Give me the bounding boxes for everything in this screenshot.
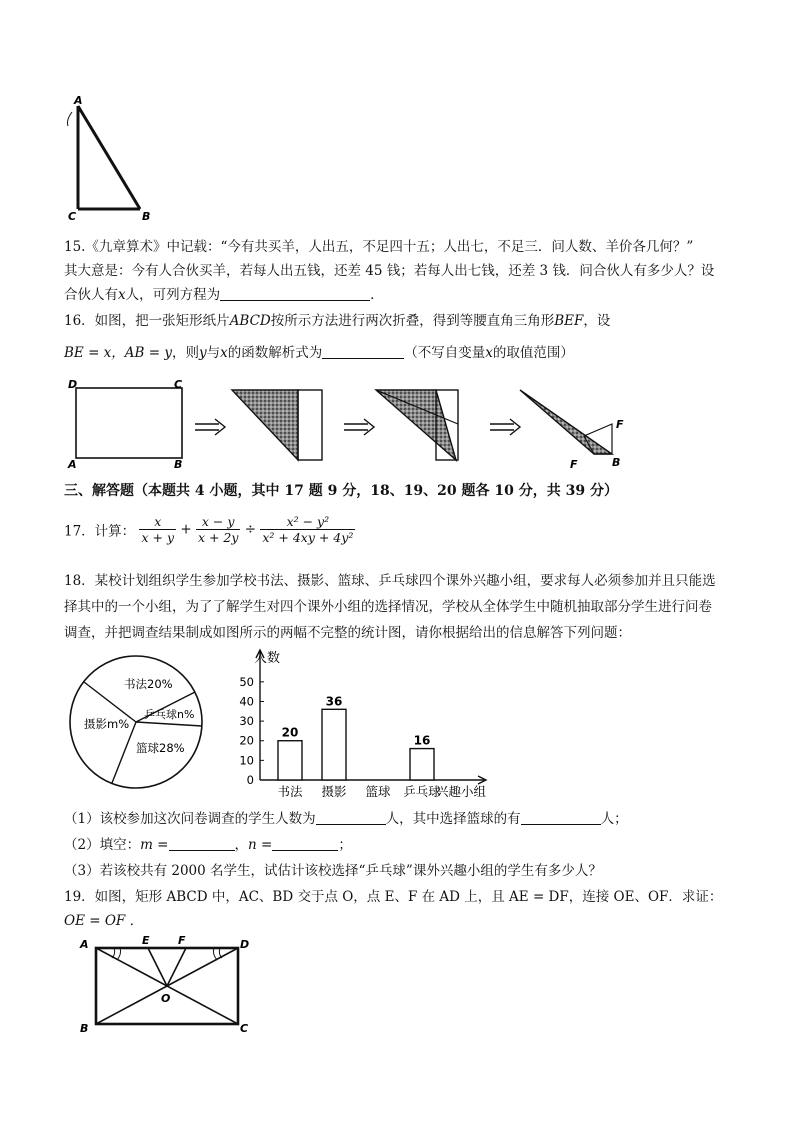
label-E: E <box>142 934 150 947</box>
numerator: x <box>139 514 176 530</box>
numerator: x − y <box>196 514 241 530</box>
q18-text: 人； <box>600 811 628 827</box>
triangle-figure <box>58 92 168 224</box>
x-tick-label: 书法 <box>277 784 303 799</box>
label-O: O <box>161 992 171 1005</box>
q15-line3-end: ． <box>370 287 384 303</box>
q18-sub1 <box>64 810 628 828</box>
y-tick-label: 40 <box>239 694 254 709</box>
rectangle-figure <box>70 934 270 1034</box>
label-F: F <box>616 418 624 431</box>
q15-line1: 15.《九章算术》中记载：“今有共买羊，人出五，不足四十五；人出七，不足三．问人数、羊价各几何？” <box>64 239 694 255</box>
bar <box>278 741 302 780</box>
denominator: x + 2y <box>197 530 239 545</box>
q18-sub2 <box>64 836 352 854</box>
fraction-2 <box>196 514 241 545</box>
x-tick-label: 篮球 <box>365 784 391 799</box>
section-title: 三、解答题（本题共 4 小题，其中 17 题 9 分，18、19、20 题各 10 分，共 39 分） <box>64 483 618 499</box>
denominator: x² + 4xy + 4y² <box>262 530 354 545</box>
label-F2: F <box>570 458 578 471</box>
answer-blank[interactable] <box>316 810 386 825</box>
answer-blank[interactable] <box>169 836 235 851</box>
label-C: C <box>240 1022 249 1034</box>
y-tick-label: 20 <box>239 733 254 748</box>
label-A: A <box>74 94 83 107</box>
label-C: C <box>68 210 77 223</box>
q15-line3-pre: 合伙人有 <box>64 287 118 303</box>
q18-text: （1）该校参加这次问卷调查的学生人数为 <box>64 811 316 827</box>
q16-line1 <box>64 312 610 330</box>
label-B: B <box>80 1022 89 1034</box>
fraction-3 <box>260 514 355 545</box>
pie-label-calligraphy: 书法20% <box>124 677 173 691</box>
numerator: x² − y² <box>260 514 355 530</box>
pie-chart <box>64 650 214 800</box>
q18-text: ， <box>234 837 248 853</box>
answer-blank[interactable] <box>272 836 338 851</box>
q19-line2: OE = OF ． <box>64 913 144 929</box>
q18-text: ； <box>338 837 352 853</box>
q16-text: 16．如图，把一张矩形纸片 <box>64 313 230 329</box>
q16-tri-name: BEF <box>554 313 584 329</box>
answer-blank[interactable] <box>521 810 601 825</box>
answer-blank[interactable] <box>322 344 404 359</box>
x-tick-label: 乒乓球 <box>403 784 441 799</box>
answer-blank[interactable] <box>220 286 370 301</box>
q16-text: 的函数解析式为 <box>227 345 323 361</box>
operator-divide: ÷ <box>244 521 257 538</box>
q16-eq: BE = x，AB = y <box>64 345 172 361</box>
q18-text: 人，其中选择篮球的有 <box>385 811 521 827</box>
q18-line1: 18．某校计划组织学生参加学校书法、摄影、篮球、乒乓球四个课外兴趣小组，要求每人必须参加并且只能选 <box>64 573 716 589</box>
y-tick-label: 0 <box>246 773 254 787</box>
y-tick-label: 50 <box>239 674 254 689</box>
q15-line3 <box>64 286 384 304</box>
var-x: x <box>485 345 493 361</box>
q16-text: ，则 <box>171 345 199 361</box>
y-tick-label: 30 <box>239 714 254 729</box>
fraction-1 <box>139 514 176 545</box>
x-axis-label: 兴趣小组 <box>436 784 487 799</box>
q19-line1: 19．如图，矩形 ABCD 中，AC、BD 交于点 O，点 E、F 在 AD 上，且 AE = DF，连接 OE、OF．求证： <box>64 889 723 905</box>
arrow-icon <box>344 419 374 435</box>
denominator: x + y <box>141 530 175 545</box>
var-x: x <box>220 345 228 361</box>
q16-note: 的取值范围） <box>492 345 574 361</box>
label-B2: B <box>612 456 621 469</box>
data-label: 20 <box>281 725 299 740</box>
q17-line <box>64 514 355 545</box>
bar-chart <box>222 644 522 804</box>
label-A: A <box>80 938 89 951</box>
bar <box>410 749 434 780</box>
y-tick-label: 10 <box>239 753 254 768</box>
q16-line2 <box>64 344 574 362</box>
q16-text: 按所示方法进行两次折叠，得到等腰直角三角形 <box>270 313 555 329</box>
pie-label-photography: 摄影m% <box>84 717 130 731</box>
pie-label-pingpong: 乒乓球n% <box>144 708 195 721</box>
pie-label-basketball: 篮球28% <box>136 741 185 755</box>
q18-m: m = <box>140 837 169 853</box>
bar <box>322 709 346 780</box>
q15-line2: 其大意是：今有人合伙买羊，若每人出五钱，还差 45 钱；若每人出七钱，还差 3 钱．问合伙人有多少人？设 <box>64 263 715 279</box>
folding-figure <box>64 376 644 472</box>
q18-sub3: （3）若该校共有 2000 名学生，试估计该校选择“乒乓球”课外兴趣小组的学生有多少人？ <box>64 863 602 879</box>
q18-line2: 择其中的一个小组，为了了解学生对四个课外小组的选择情况，学校从全体学生中随机抽取部分学生进行问卷 <box>64 599 712 615</box>
label-C: C <box>174 378 183 391</box>
label-B: B <box>174 458 183 471</box>
q18-n: n = <box>248 837 273 853</box>
data-label: 36 <box>325 694 343 709</box>
label-B: B <box>142 210 151 223</box>
label-D: D <box>68 378 78 391</box>
q18-line3: 调查，并把调查结果制成如图所示的两幅不完整的统计图，请你根据给出的信息解答下列问题： <box>64 625 631 641</box>
q15-line3-mid: 人，可列方程为 <box>125 287 221 303</box>
q16-note: （不写自变量 <box>404 345 486 361</box>
var-x: x <box>118 287 126 303</box>
x-tick-label: 摄影 <box>321 784 347 799</box>
y-axis-label: 人数 <box>254 651 281 666</box>
q16-rect-name: ABCD <box>229 313 271 329</box>
q17-prefix: 17．计算： <box>64 523 136 540</box>
operator-plus: + <box>180 521 192 538</box>
q16-text: ，设 <box>583 313 611 329</box>
label-F: F <box>178 934 186 947</box>
q16-text: 与 <box>206 345 221 361</box>
arrow-icon <box>195 419 225 435</box>
data-label: 16 <box>413 733 431 748</box>
label-D: D <box>240 938 250 951</box>
label-A: A <box>68 458 77 471</box>
q18-text: （2）填空： <box>64 837 141 853</box>
var-y: y <box>198 345 207 361</box>
arrow-icon <box>490 419 520 435</box>
